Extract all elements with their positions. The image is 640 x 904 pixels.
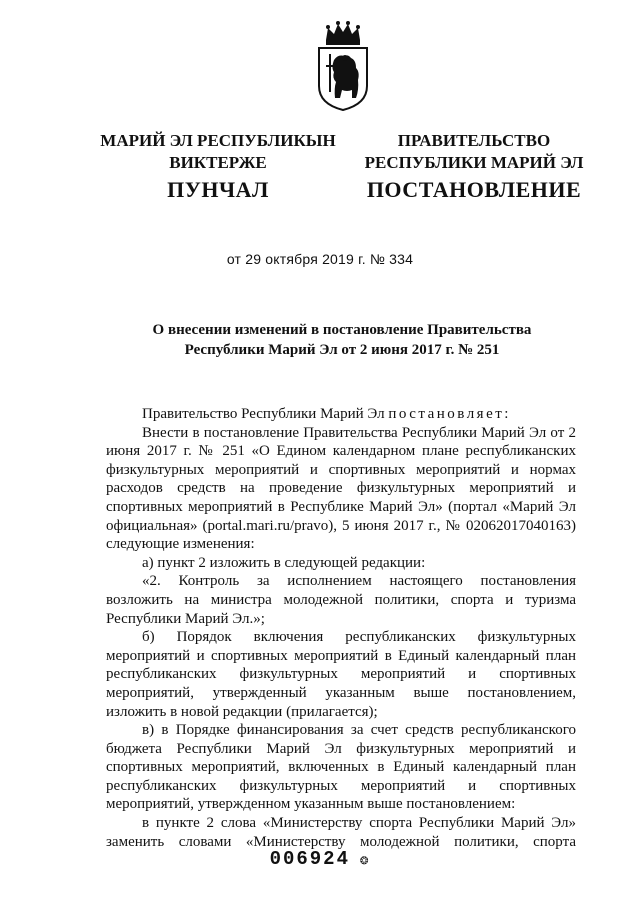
coat-of-arms-emblem xyxy=(314,20,372,112)
header-right-line2: РЕСПУБЛИКИ МАРИЙ ЭЛ xyxy=(364,153,584,172)
paragraph-item-c-text: в пункте 2 слова «Министерству спорта Республики Марий Эл» заменить словами «Министерству молодежной политики, спорта xyxy=(106,815,576,850)
preamble-text: Правительство Республики Марий Эл xyxy=(142,406,389,422)
footer-serial xyxy=(0,848,640,870)
footer-mark-icon: ❂ xyxy=(359,853,371,869)
header-left-line1: МАРИЙ ЭЛ РЕСПУБЛИКЫН xyxy=(100,131,336,150)
header-right-doc-type: ПОСТАНОВЛЕНИЕ xyxy=(366,177,582,202)
document-body xyxy=(106,405,576,851)
header-right-block xyxy=(356,130,592,174)
document-date-number: от 29 октября 2019 г. № 334 xyxy=(226,251,414,267)
paragraph-item-b: б) Порядок включения республиканских физкультурных мероприятий и спортивных мероприятий в Единый календарный план республиканских физкультурных мероприятий и спортивных мероприятий, утвержденный указанным выше постановлением, изложить в новой редакции (прилагается); xyxy=(106,629,576,720)
title-line-1: О внесении изменений в постановление Правительства xyxy=(152,322,532,338)
serial-number: 006924 xyxy=(269,848,350,870)
paragraph-item-a-text: «2. Контроль за исполнением настоящего постановления возложить на министра молодежной политики, спорта и туризма Республики Марий Эл.»; xyxy=(106,573,576,627)
preamble-resolves: постановляет xyxy=(388,406,505,422)
title-line-2: Республики Марий Эл от 2 июня 2017 г. № 251 xyxy=(184,342,500,358)
preamble-colon: : xyxy=(504,406,509,422)
header-right-line1: ПРАВИТЕЛЬСТВО xyxy=(397,131,551,150)
paragraph-preamble xyxy=(106,405,576,424)
header-left-line2: ВИКТЕРЖЕ xyxy=(169,153,267,172)
document-title xyxy=(100,320,584,360)
paragraph-item-c: в) в Порядке финансирования за счет средств республиканского бюджета Республики Марий Эл физкультурных мероприятий и спортивных мероприятий, включенных в Единый календарный план республиканских физкультурных мероприятий и спортивных мероприятий, утвержденном указанным выше постановлением: xyxy=(106,722,576,813)
header-left-block xyxy=(100,130,336,174)
paragraph-item-a: а) пункт 2 изложить в следующей редакции: xyxy=(142,554,426,571)
header-left-doc-type: ПУНЧАЛ xyxy=(167,177,269,202)
paragraph-amend-intro: Внести в постановление Правительства Республики Марий Эл от 2 июня 2017 г. № 251 «О Едином календарном плане республиканских физкультурных мероприятий и спортивных мероприятий и нормах расходов средств на проведение физкультурных мероприятий и спортивных мероприятий в Республике Марий Эл» (портал «Марий Эл официальная» (portal.mari.ru/pravo), 5 июня 2017 г., № 02062017040163) следующие изменения: xyxy=(106,424,576,553)
